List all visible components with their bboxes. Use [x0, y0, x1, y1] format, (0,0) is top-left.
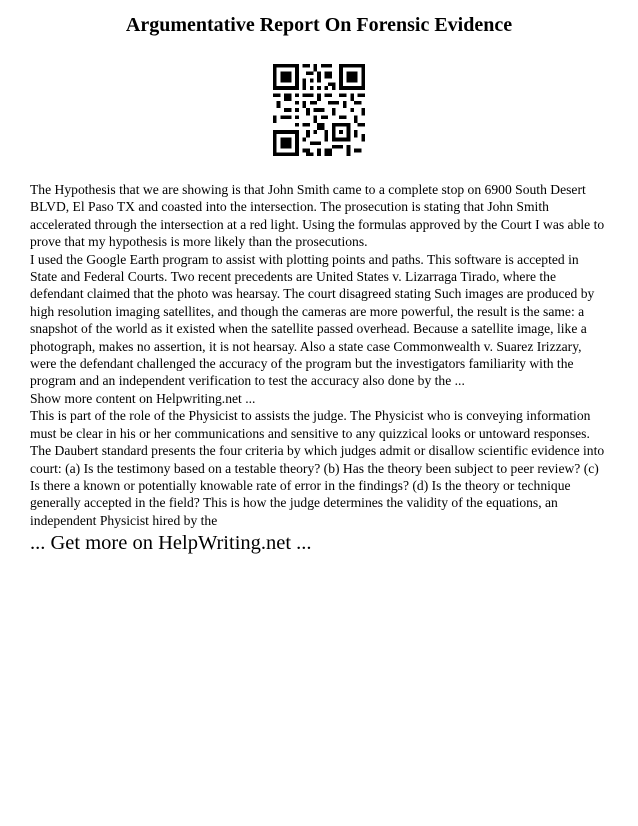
report-body [30, 181, 608, 529]
get-more-link[interactable]: ... Get more on HelpWriting.net ... [30, 532, 312, 554]
paragraph-hypothesis: The Hypothesis that we are showing is that John Smith came to a complete stop on 6900 South Desert BLVD, El Paso TX and coasted into the intersection. The prosecution is stating that John Smith accelerated through the intersection at a red light. Using the formulas approved by the Court I was able to prove that my hypothesis is more likely than the prosecutions. [30, 182, 605, 250]
paragraph-physicist: This is part of the role of the Physicist to assists the judge. The Physicist who is conveying information must be clear in his or her communications and sensitive to any quizzical looks or untoward responses. The Daubert standard presents the four criteria by which judges admit or disallow scientific evidence into court: (a) Is the testimony based on a testable theory? (b) Has the theory been subject to peer review? (c) Is there a known or potentially knowable rate of error in the findings? (d) Is the theory or technique generally accepted in the field? This is how the judge determines the validity of the equations, an independent Physicist hired by the [30, 408, 605, 528]
paragraph-google-earth: I used the Google Earth program to assist with plotting points and paths. This software is accepted in State and Federal Courts. Two recent precedents are United States v. Lizarraga Tirado, where the defendant claimed that the photo was hearsay. The court disagreed stating Such images are produced by high resolution imaging satellites, and though the cameras are more powerful, the result is the same: a snapshot of the world as it existed when the satellite passed overhead. Because a satellite image, like a photograph, makes no assertion, it is not hearsay. Also a state case Commonwealth v. Suarez Irizzary, were the defendant challenged the accuracy of the program but the investigators familiarity with the program and an independent verification to test the accuracy also done by the ... [30, 251, 595, 389]
show-more-link[interactable]: Show more content on Helpwriting.net ... [30, 390, 256, 406]
page-title: Argumentative Report On Forensic Evidence [125, 14, 513, 36]
qr-code-icon[interactable] [273, 64, 365, 156]
